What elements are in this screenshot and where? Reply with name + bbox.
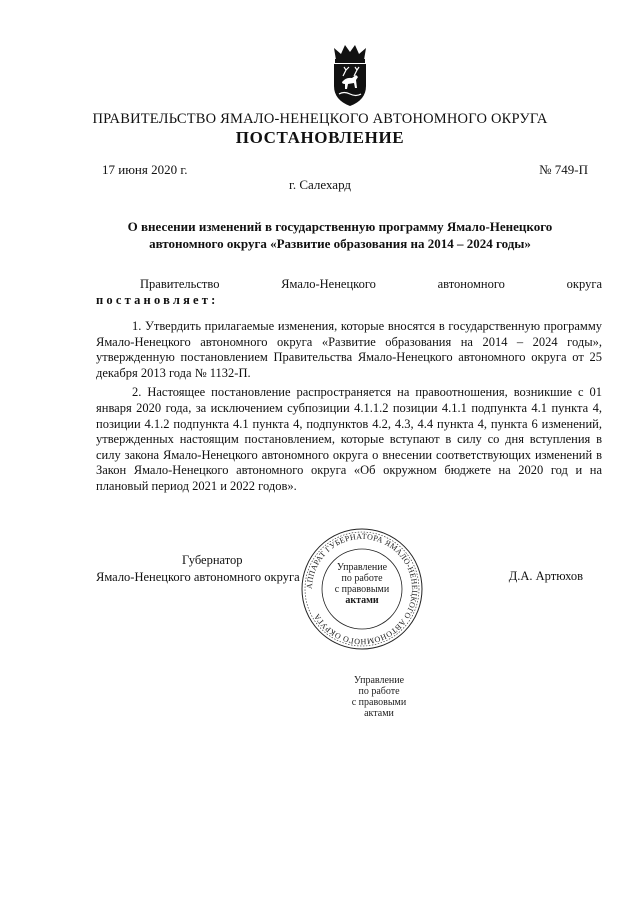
stamp-line: актами <box>364 708 394 719</box>
stamp-ring-text: АППАРАТ ГУБЕРНАТОРА ЯМАЛО-НЕНЕЦКОГО АВТОНОМНОГО ОКРУГА <box>304 531 420 647</box>
signer-name: Д.А. Артюхов <box>508 569 583 583</box>
decree-word: постановляет: <box>96 293 219 307</box>
document-city: г. Салехард <box>288 177 352 192</box>
stamp-line: Управление <box>336 562 388 573</box>
preamble-line <box>96 276 602 292</box>
stamp-line: с правовыми <box>351 697 407 708</box>
preamble-word: автономного <box>437 277 505 291</box>
document-type: ПОСТАНОВЛЕНИЕ <box>235 128 405 147</box>
signer-title-line1: Губернатор <box>182 553 243 567</box>
paragraph-1: 1. Утвердить прилагаемые изменения, которые вносятся в государственную программу Ямало-Ненецкого автономного округа «Развитие образования на 2014 – 2024 годы», утвержденную постановлением Правительства Ямало-Ненецкого автономного округа от 25 декабря 2013 года № 1132-П. <box>96 319 602 380</box>
government-title: ПРАВИТЕЛЬСТВО ЯМАЛО-НЕНЕЦКОГО АВТОНОМНОГО ОКРУГА <box>92 111 548 127</box>
paragraph-2: 2. Настоящее постановление распространяется на правоотношения, возникшие с 01 января 2020 года, за исключением субпозиции 4.1.1.2 позиции 4.1.1 подпункта 4.1 пункта 4, позиции 4.1.2 подпункта 4.1 пункта 4, подпунктов 4.2, 4.3, 4.4 пункта 4, пункта 6 изменений, утвержденных настоящим постановлением, которые вступают в силу со дня вступления в силу закона Ямало-Ненецкого автономного округа о внесении соответствующих изменений в Закон Ямало-Ненецкого автономного округа «Об окружном бюджете на 2020 год и на плановый период 2021 и 2022 годов». <box>96 385 602 493</box>
stamp-line: по работе <box>358 686 400 697</box>
stamp-line: актами <box>345 595 379 606</box>
signer-title-line2: Ямало-Ненецкого автономного округа <box>96 570 300 584</box>
document-number: № 749-П <box>539 162 588 177</box>
secondary-stamp-text <box>349 675 409 719</box>
preamble-word: округа <box>566 277 602 291</box>
preamble <box>96 276 602 308</box>
coat-of-arms-icon <box>328 42 372 108</box>
document-body <box>96 319 602 499</box>
preamble-word: Правительство <box>140 277 220 291</box>
signer-position <box>96 552 316 586</box>
stamp-line: с правовыми <box>334 584 390 595</box>
stamp-line: Управление <box>353 675 405 686</box>
stamp-line: по работе <box>341 573 383 584</box>
document-subject: О внесении изменений в государственную программу Ямало-Ненецкого автономного округа «Развитие образования на 2014 – 2024 годы» <box>127 219 553 251</box>
document-date: 17 июня 2020 г. <box>102 162 188 177</box>
stamp-inner-text <box>331 562 393 606</box>
preamble-word: Ямало-Ненецкого <box>281 277 376 291</box>
